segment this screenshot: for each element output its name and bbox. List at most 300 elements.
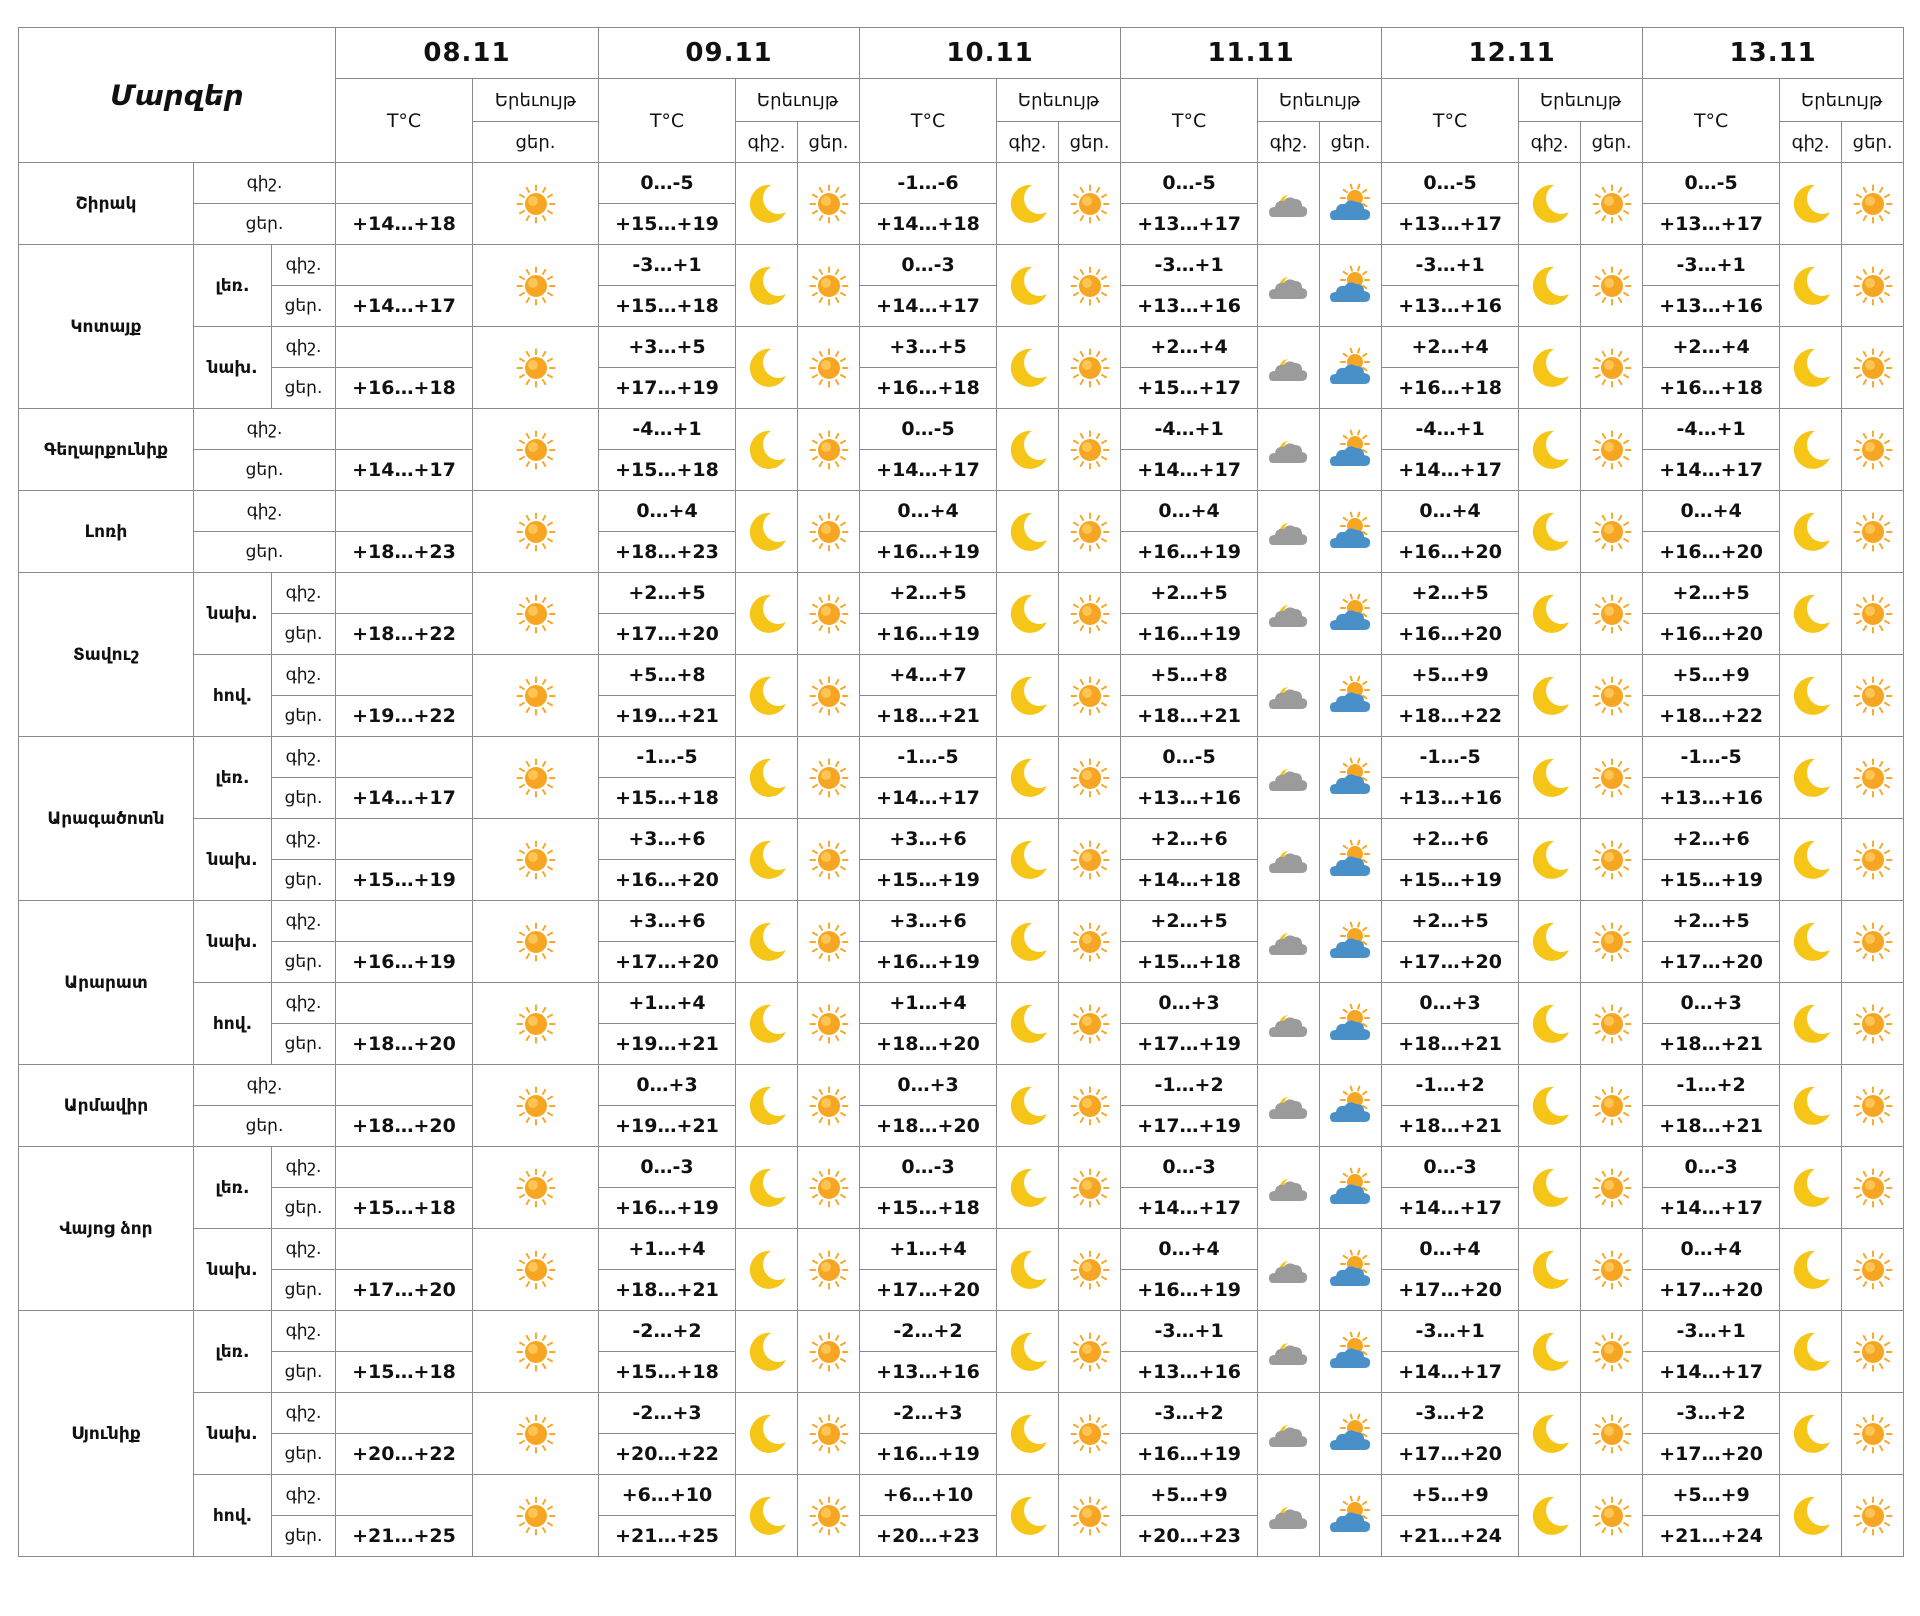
sun-icon [1589,1165,1635,1211]
partly-cloudy-icon [1328,1083,1374,1129]
night-phenomenon [997,983,1059,1065]
sun-icon [806,345,852,391]
day-temperature: +17…+19 [599,368,736,409]
night-temperature: +2…+5 [1121,901,1258,942]
sun-icon [1067,1083,1113,1129]
partly-cloudy-icon [1328,1411,1374,1457]
day-temperature: +18…+23 [336,532,473,573]
night-phenomenon [1519,491,1581,573]
sun-icon [1850,673,1896,719]
moon-icon [744,837,790,883]
night-temperature: +5…+9 [1382,1475,1519,1516]
night-phenomenon [1258,1147,1320,1229]
moon-icon [1788,919,1834,965]
sun-icon [1589,509,1635,555]
moon-icon [744,1083,790,1129]
night-temperature: -3…+1 [1382,245,1519,286]
night-temperature: 0…+4 [1382,491,1519,532]
day-temperature: +14…+17 [1121,1188,1258,1229]
day-temperature: +18…+21 [1643,1106,1780,1147]
night-temperature [336,1065,473,1106]
day-temperature: +17…+19 [1121,1024,1258,1065]
moon-icon [1005,591,1051,637]
night-phenomenon [736,983,798,1065]
night-phenomenon [1780,1065,1842,1147]
night-temperature: +2…+5 [1382,573,1519,614]
partly-cloudy-icon [1328,427,1374,473]
day-phenomenon [473,1229,599,1311]
sun-icon [513,919,559,965]
day-phenomenon [798,491,860,573]
table-row [19,819,1904,860]
day-temperature: +15…+18 [599,1352,736,1393]
table-row [19,1065,1904,1106]
night-phenomenon [1519,1147,1581,1229]
sun-icon [1067,1247,1113,1293]
night-temperature: +1…+4 [860,1229,997,1270]
moon-icon [1527,263,1573,309]
sun-icon [1850,1083,1896,1129]
day-phenomenon [1320,901,1382,983]
night-phenomenon [736,1475,798,1557]
moon-icon [1527,755,1573,801]
sun-icon [1067,591,1113,637]
night-temperature: +5…+9 [1643,655,1780,696]
day-phenomenon [1581,1311,1643,1393]
sun-icon [1850,345,1896,391]
moon-icon [744,263,790,309]
cloudy-moon-icon [1266,345,1312,391]
day-phenomenon [1842,163,1904,245]
sun-icon [1850,1329,1896,1375]
night-temperature [336,655,473,696]
night-phenomenon [1780,327,1842,409]
cloudy-moon-icon [1266,509,1312,555]
day-phenomenon [1842,655,1904,737]
night-temperature: -3…+1 [1643,1311,1780,1352]
night-temperature: 0…-5 [860,409,997,450]
night-temperature: +1…+4 [860,983,997,1024]
day-phenomenon [1059,491,1121,573]
sun-icon [1850,1411,1896,1457]
day-temperature: +14…+17 [1643,450,1780,491]
sun-icon [806,509,852,555]
night-label: գիշ. [194,409,336,450]
sun-icon [1850,1493,1896,1539]
day-phenomenon [1320,983,1382,1065]
day-phenomenon [1059,901,1121,983]
day-temperature: +13…+17 [1643,204,1780,245]
sun-icon [806,427,852,473]
night-temperature [336,1393,473,1434]
night-subheader: գիշ. [736,122,798,163]
night-temperature [336,491,473,532]
table-row [19,327,1904,368]
day-phenomenon [1842,1311,1904,1393]
day-phenomenon [798,327,860,409]
day-phenomenon [798,1065,860,1147]
night-phenomenon [1258,1393,1320,1475]
night-temperature: -4…+1 [1382,409,1519,450]
night-label: գիշ. [272,245,336,286]
day-temperature: +15…+18 [599,778,736,819]
night-phenomenon [1780,901,1842,983]
sun-icon [513,1083,559,1129]
sun-icon [1850,1247,1896,1293]
day-phenomenon [1581,655,1643,737]
moon-icon [1527,1001,1573,1047]
day-temperature: +20…+22 [599,1434,736,1475]
day-temperature: +17…+20 [1382,1434,1519,1475]
day-label: ցեր. [272,1270,336,1311]
date-header: 12.11 [1382,28,1643,79]
moon-icon [1788,837,1834,883]
sun-icon [1067,919,1113,965]
night-phenomenon [997,245,1059,327]
phenomenon-header: Երեւույթ [1258,79,1382,122]
day-temperature: +21…+24 [1382,1516,1519,1557]
night-phenomenon [1258,819,1320,901]
night-temperature: -1…-5 [599,737,736,778]
day-phenomenon [1842,409,1904,491]
moon-icon [1005,1411,1051,1457]
day-phenomenon [1320,163,1382,245]
day-phenomenon [1320,1229,1382,1311]
night-temperature: +3…+6 [860,901,997,942]
sun-icon [513,837,559,883]
night-temperature: +2…+6 [1643,819,1780,860]
day-temperature: +14…+17 [336,450,473,491]
day-temperature: +13…+16 [1643,778,1780,819]
moon-icon [1005,427,1051,473]
day-temperature: +16…+19 [860,942,997,983]
night-temperature: -3…+1 [1643,245,1780,286]
day-phenomenon [1581,737,1643,819]
night-temperature: -3…+2 [1643,1393,1780,1434]
day-temperature: +21…+25 [599,1516,736,1557]
night-temperature: -1…+2 [1643,1065,1780,1106]
night-temperature: 0…-5 [1643,163,1780,204]
subregion-label: լեռ. [194,1311,272,1393]
night-temperature: -3…+2 [1382,1393,1519,1434]
night-temperature [336,737,473,778]
table-row [19,409,1904,450]
night-subheader: գիշ. [1258,122,1320,163]
subregion-label: նախ. [194,819,272,901]
sun-icon [1067,345,1113,391]
sun-icon [806,591,852,637]
date-header: 13.11 [1643,28,1904,79]
night-temperature: -3…+1 [1121,245,1258,286]
night-phenomenon [997,409,1059,491]
sun-icon [1589,1411,1635,1457]
table-row [19,573,1904,614]
day-temperature: +19…+21 [599,696,736,737]
subregion-label: նախ. [194,901,272,983]
night-phenomenon [997,1475,1059,1557]
moon-icon [1005,1083,1051,1129]
date-header: 11.11 [1121,28,1382,79]
night-phenomenon [1258,1065,1320,1147]
night-phenomenon [736,491,798,573]
day-temperature: +15…+18 [336,1352,473,1393]
night-temperature: 0…+4 [860,491,997,532]
moon-icon [1788,1083,1834,1129]
day-phenomenon [473,1475,599,1557]
day-temperature: +19…+21 [599,1024,736,1065]
sun-icon [1589,1083,1635,1129]
day-phenomenon [1320,573,1382,655]
night-temperature: +2…+4 [1382,327,1519,368]
moon-icon [1005,755,1051,801]
sun-icon [513,181,559,227]
day-temperature: +13…+16 [1382,778,1519,819]
day-temperature: +14…+18 [336,204,473,245]
day-temperature: +18…+21 [1382,1024,1519,1065]
night-label: գիշ. [194,163,336,204]
night-phenomenon [1519,327,1581,409]
night-phenomenon [736,573,798,655]
day-label: ցեր. [272,696,336,737]
day-temperature: +20…+23 [1121,1516,1258,1557]
sun-icon [1067,1165,1113,1211]
sun-icon [1850,427,1896,473]
sun-icon [513,1411,559,1457]
night-temperature: +5…+9 [1121,1475,1258,1516]
day-phenomenon [1320,491,1382,573]
day-label: ցեր. [272,1516,336,1557]
night-temperature: 0…+4 [1121,1229,1258,1270]
moon-icon [744,1329,790,1375]
night-temperature: 0…+4 [599,491,736,532]
day-temperature: +18…+21 [860,696,997,737]
day-temperature: +13…+17 [1382,204,1519,245]
day-temperature: +16…+19 [860,1434,997,1475]
moon-icon [1788,1493,1834,1539]
day-label: ցեր. [194,450,336,491]
night-temperature [336,163,473,204]
phenomenon-header: Երեւույթ [1780,79,1904,122]
sun-icon [513,263,559,309]
day-label: ցեր. [194,204,336,245]
day-temperature: +14…+17 [860,778,997,819]
day-phenomenon [1320,409,1382,491]
night-temperature [336,409,473,450]
day-phenomenon [1581,245,1643,327]
sun-icon [1589,1001,1635,1047]
region-name: Տավուշ [19,573,194,737]
night-temperature: +3…+6 [599,901,736,942]
sun-icon [1850,755,1896,801]
day-phenomenon [798,901,860,983]
night-phenomenon [1519,1475,1581,1557]
moon-icon [1005,673,1051,719]
sun-icon [806,1001,852,1047]
night-temperature: +5…+9 [1382,655,1519,696]
day-temperature: +15…+19 [599,204,736,245]
moon-icon [1005,1001,1051,1047]
night-temperature [336,245,473,286]
day-phenomenon [798,245,860,327]
day-phenomenon [1320,819,1382,901]
night-temperature: -1…+2 [1121,1065,1258,1106]
night-label: գիշ. [272,737,336,778]
temperature-header: T°C [1121,79,1258,163]
day-temperature: +18…+20 [860,1024,997,1065]
sun-icon [806,1329,852,1375]
day-temperature: +16…+18 [1382,368,1519,409]
moon-icon [744,755,790,801]
day-temperature: +15…+18 [599,450,736,491]
day-temperature: +14…+17 [1643,1188,1780,1229]
sun-icon [1589,673,1635,719]
day-phenomenon [1059,1065,1121,1147]
day-phenomenon [1059,983,1121,1065]
night-temperature: 0…-3 [599,1147,736,1188]
sun-icon [1589,345,1635,391]
night-phenomenon [1780,491,1842,573]
day-phenomenon [1842,737,1904,819]
night-temperature: 0…-3 [860,245,997,286]
day-phenomenon [1059,409,1121,491]
region-name: Արարատ [19,901,194,1065]
day-subheader: ցեր. [1320,122,1382,163]
day-temperature: +16…+20 [599,860,736,901]
moon-icon [1788,1411,1834,1457]
region-name: Սյունիք [19,1311,194,1557]
sun-icon [513,1247,559,1293]
cloudy-moon-icon [1266,1247,1312,1293]
table-row [19,983,1904,1024]
day-label: ցեր. [272,1188,336,1229]
day-label: ցեր. [272,286,336,327]
sun-icon [1067,673,1113,719]
night-temperature: 0…+3 [1121,983,1258,1024]
day-temperature: +13…+16 [1643,286,1780,327]
sun-icon [806,837,852,883]
night-phenomenon [1258,245,1320,327]
day-temperature: +15…+19 [860,860,997,901]
day-temperature: +14…+18 [860,204,997,245]
day-temperature: +14…+17 [1382,1352,1519,1393]
night-phenomenon [997,1147,1059,1229]
sun-icon [1850,837,1896,883]
sun-icon [1589,1329,1635,1375]
moon-icon [1527,1165,1573,1211]
night-phenomenon [997,655,1059,737]
night-phenomenon [1519,983,1581,1065]
day-phenomenon [473,655,599,737]
night-phenomenon [736,1393,798,1475]
moon-icon [1527,837,1573,883]
night-label: գիշ. [194,491,336,532]
day-temperature: +16…+18 [860,368,997,409]
day-phenomenon [473,737,599,819]
night-phenomenon [736,327,798,409]
day-phenomenon [1581,901,1643,983]
night-temperature: -3…+1 [599,245,736,286]
night-temperature: -2…+3 [599,1393,736,1434]
day-temperature: +13…+16 [1121,1352,1258,1393]
day-temperature: +14…+17 [336,778,473,819]
day-phenomenon [473,1065,599,1147]
night-temperature: -4…+1 [1643,409,1780,450]
day-temperature: +15…+18 [336,1188,473,1229]
night-phenomenon [997,1065,1059,1147]
moon-icon [1527,509,1573,555]
sun-icon [513,1165,559,1211]
subregion-label: նախ. [194,327,272,409]
day-temperature: +16…+20 [1643,532,1780,573]
subregion-label: նախ. [194,1229,272,1311]
phenomenon-header: Երեւույթ [473,79,599,122]
sun-icon [1067,1329,1113,1375]
table-row [19,655,1904,696]
night-phenomenon [1519,1393,1581,1475]
cloudy-moon-icon [1266,427,1312,473]
moon-icon [1527,919,1573,965]
night-phenomenon [736,819,798,901]
night-phenomenon [736,655,798,737]
night-temperature: +2…+6 [1121,819,1258,860]
day-phenomenon [1842,491,1904,573]
night-label: գիշ. [272,1147,336,1188]
night-temperature [336,901,473,942]
partly-cloudy-icon [1328,591,1374,637]
day-temperature: +15…+19 [1643,860,1780,901]
partly-cloudy-icon [1328,1001,1374,1047]
table-row [19,1311,1904,1352]
temperature-header: T°C [1643,79,1780,163]
table-row [19,245,1904,286]
moon-icon [1005,509,1051,555]
sun-icon [513,1329,559,1375]
day-temperature: +21…+24 [1643,1516,1780,1557]
subregion-label: լեռ. [194,737,272,819]
sun-icon [513,1493,559,1539]
day-phenomenon [1320,1475,1382,1557]
night-phenomenon [997,1393,1059,1475]
night-temperature [336,573,473,614]
day-phenomenon [473,1393,599,1475]
day-subheader: ցեր. [1059,122,1121,163]
moon-icon [1005,345,1051,391]
night-phenomenon [1258,737,1320,819]
night-temperature: -2…+2 [599,1311,736,1352]
night-temperature: +5…+8 [599,655,736,696]
table-row [19,1475,1904,1516]
night-temperature: +2…+5 [1643,901,1780,942]
day-temperature: +17…+20 [860,1270,997,1311]
night-phenomenon [1258,491,1320,573]
day-phenomenon [1059,327,1121,409]
phenomenon-header: Երեւույթ [736,79,860,122]
night-temperature: 0…-3 [1382,1147,1519,1188]
sun-icon [806,181,852,227]
day-phenomenon [798,163,860,245]
day-phenomenon [798,819,860,901]
sun-icon [806,1411,852,1457]
day-phenomenon [473,163,599,245]
day-label: ցեր. [194,1106,336,1147]
date-header: 08.11 [336,28,599,79]
day-phenomenon [1059,1311,1121,1393]
day-temperature: +18…+22 [336,614,473,655]
moon-icon [744,673,790,719]
sun-icon [1067,181,1113,227]
day-temperature: +17…+20 [336,1270,473,1311]
day-temperature: +14…+17 [1382,450,1519,491]
